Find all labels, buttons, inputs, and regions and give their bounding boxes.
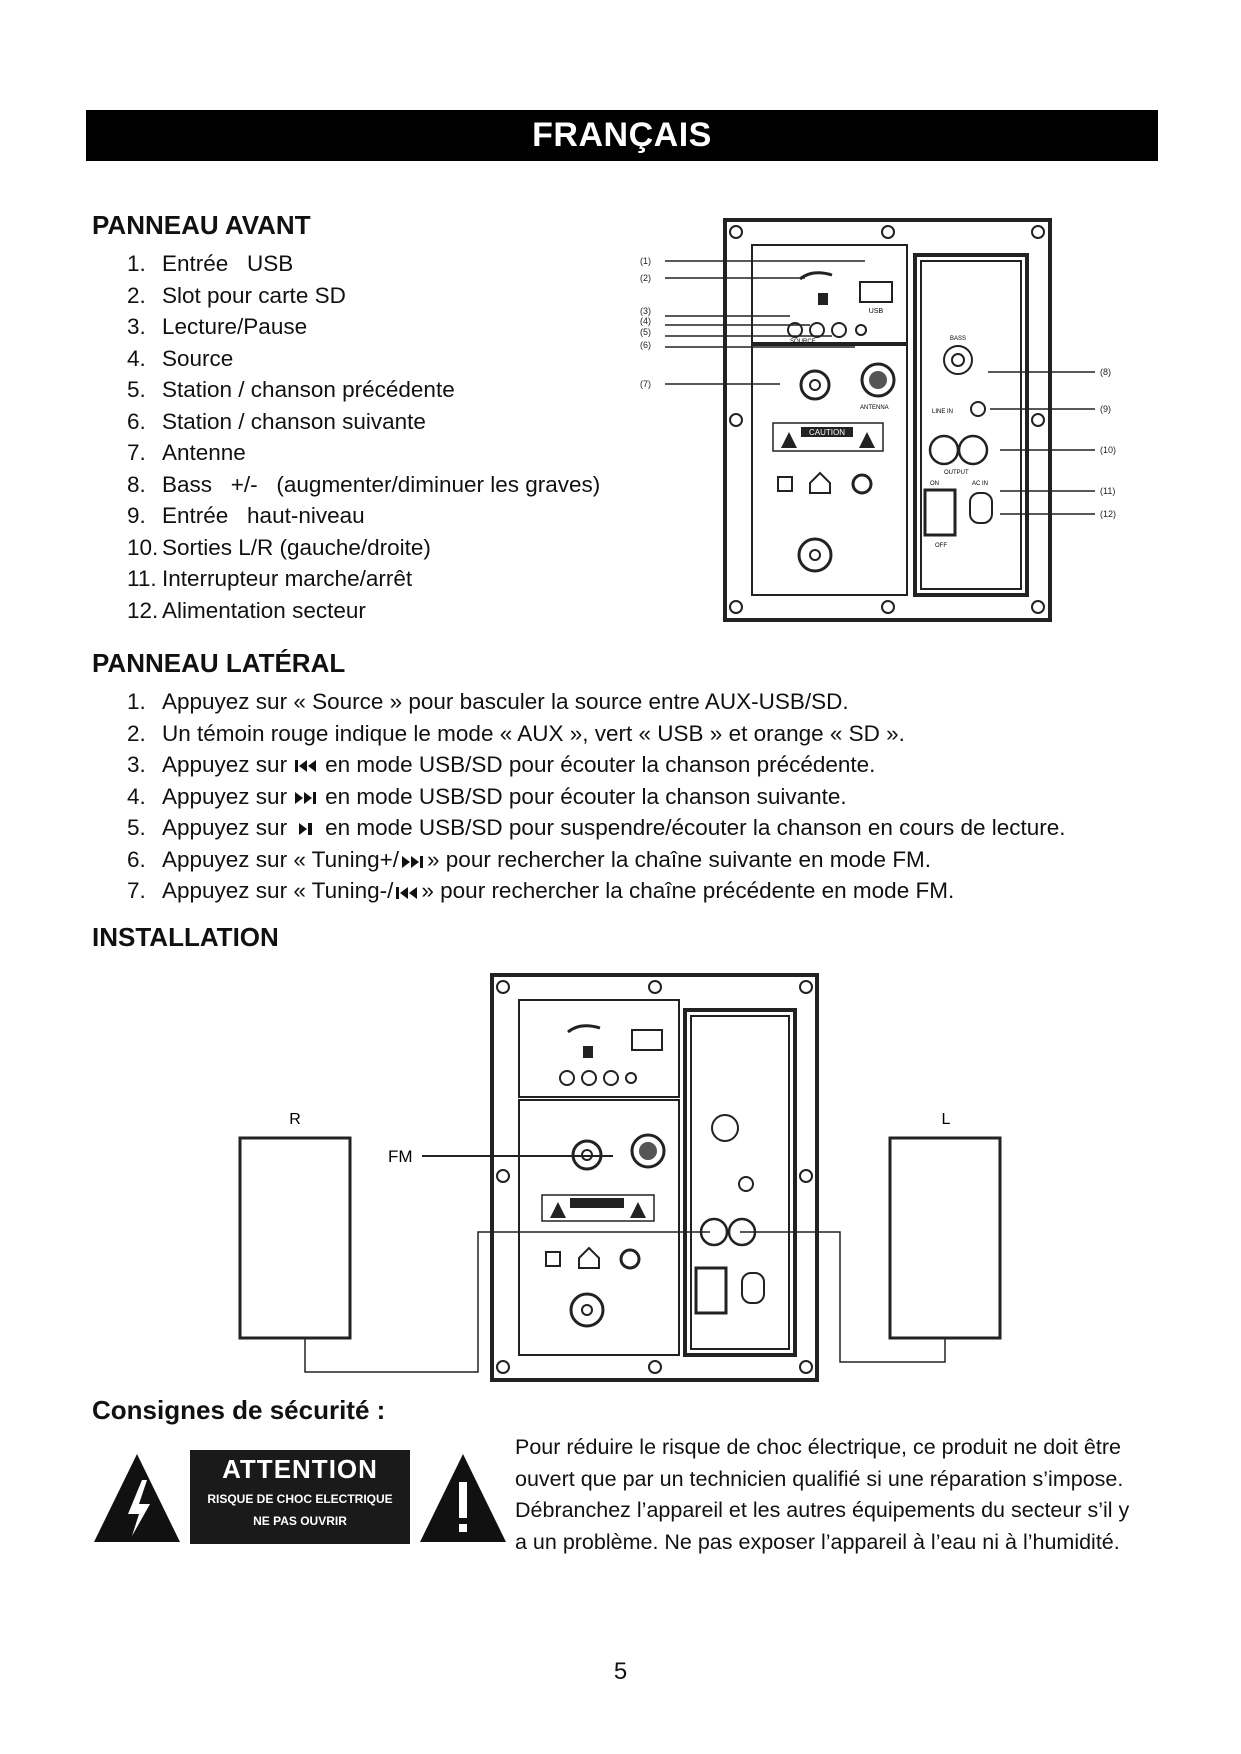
svg-text:(3): (3) [640, 306, 651, 316]
list-item: 3. Appuyez sur en mode USB/SD pour écouter la chanson précédente. [127, 752, 876, 777]
svg-text:(4): (4) [640, 316, 651, 326]
list-item: 5. Station / chanson précédente [127, 377, 455, 402]
attention-label: ATTENTION RISQUE DE CHOC ELECTRIQUE NE PAS OUVRIR [190, 1450, 410, 1544]
right-speaker [240, 1138, 350, 1338]
svg-text:FM: FM [388, 1147, 413, 1166]
usb-label: USB [868, 308, 884, 315]
installation-heading: INSTALLATION [92, 922, 279, 952]
svg-text:(5): (5) [640, 327, 651, 337]
prev-icon [293, 758, 319, 774]
svg-text:(12): (12) [1100, 509, 1117, 519]
side-panel-heading: PANNEAU LATÉRAL [92, 648, 346, 678]
svg-text:(9): (9) [1100, 404, 1111, 414]
list-item: 6. Station / chanson suivante [127, 408, 426, 434]
svg-text:ON: ON [930, 481, 939, 487]
svg-text:BASS: BASS [950, 336, 967, 342]
svg-text:(10): (10) [1100, 445, 1117, 455]
list-item: 1. Entrée USB [127, 251, 294, 276]
svg-text:(7): (7) [640, 379, 651, 389]
svg-text:OFF: OFF [935, 543, 947, 549]
next-icon [293, 790, 319, 806]
side-panel-list [127, 686, 1066, 907]
svg-text:LINE IN: LINE IN [932, 409, 954, 415]
list-item: 2. Slot pour carte SD [127, 282, 346, 308]
list-item: 4. Appuyez sur en mode USB/SD pour écouter la chanson suivante. [127, 783, 847, 809]
page-number: 5 [613, 1658, 628, 1685]
svg-text:(1): (1) [640, 256, 651, 266]
list-item: 8. Bass +/- (augmenter/diminuer les graves) [127, 471, 601, 497]
lightning-warning-icon [92, 1452, 182, 1544]
list-item: 7. Antenne [127, 440, 246, 465]
safety-heading: Consignes de sécurité : [92, 1395, 386, 1425]
svg-text:OUTPUT: OUTPUT [944, 470, 969, 476]
list-item: 12. Alimentation secteur [127, 597, 366, 623]
list-item: 6. Appuyez sur « Tuning+/ » pour rechercher la chaîne suivante en mode FM. [127, 846, 932, 872]
left-speaker [890, 1138, 1000, 1338]
prev-icon [395, 884, 419, 900]
list-item: 3. Lecture/Pause [127, 314, 308, 339]
list-item: 5. Appuyez sur en mode USB/SD pour suspendre/écouter la chanson en cours de lecture. [127, 815, 1066, 840]
svg-text:(11): (11) [1100, 486, 1116, 496]
installation-diagram [230, 970, 1030, 1390]
svg-text:(6): (6) [640, 340, 651, 350]
svg-text:L: L [941, 1111, 951, 1128]
front-panel-diagram [640, 215, 1140, 630]
source-label: SOURCE [790, 339, 816, 345]
exclamation-warning-icon [418, 1452, 508, 1544]
front-panel-list [127, 248, 600, 626]
svg-text:AC IN: AC IN [972, 481, 989, 487]
svg-text:R: R [289, 1111, 301, 1128]
svg-text:(8): (8) [1100, 367, 1111, 377]
list-item: 4. Source [127, 345, 234, 371]
svg-text:ANTENNA: ANTENNA [860, 405, 889, 411]
list-item: 10. Sorties L/R (gauche/droite) [127, 534, 431, 560]
list-item: 9. Entrée haut-niveau [127, 503, 365, 528]
list-item: 11. Interrupteur marche/arrêt [127, 566, 413, 591]
list-item: 2. Un témoin rouge indique le mode « AUX », vert « USB » et orange « SD ». [127, 720, 905, 746]
safety-paragraph: Pour réduire le risque de choc électrique, ce produit ne doit être ouvert que par un technicien qualifié si une réparation s’impose. Débranchez l’appareil et les autres équipements du secteur s’il y a un problème. Ne pas exposer l’appareil à l’eau ni à l’humidité. [515, 1435, 1130, 1554]
svg-text:CAUTION: CAUTION [809, 428, 845, 437]
list-item: 1. Appuyez sur « Source » pour basculer la source entre AUX-USB/SD. [127, 689, 849, 714]
list-item: 7. Appuyez sur « Tuning-/ » pour rechercher la chaîne précédente en mode FM. [127, 878, 955, 903]
play-pause-icon [293, 821, 319, 837]
front-panel-heading: PANNEAU AVANT [92, 210, 311, 240]
language-banner: FRANÇAIS [86, 110, 1158, 161]
next-icon [401, 853, 425, 869]
svg-text:(2): (2) [640, 273, 651, 283]
